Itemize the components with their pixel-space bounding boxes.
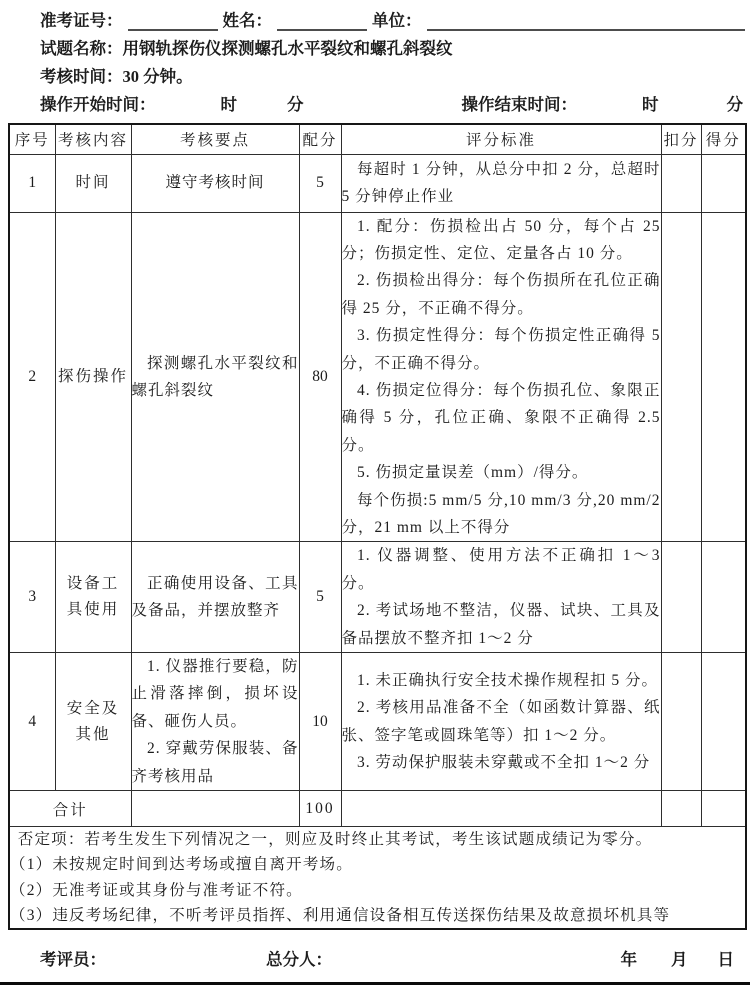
deduction-cell [661, 791, 701, 827]
examiner-label: 考评员： [40, 950, 106, 970]
row-content: 设备工 具使用 [55, 542, 131, 653]
earned-cell [701, 542, 746, 653]
table-row [9, 154, 746, 212]
duration-line [40, 62, 750, 90]
deduction-cell [661, 653, 701, 791]
start-minute-label: 分 [287, 95, 304, 114]
row-score: 80 [299, 212, 341, 542]
end-hour-label: 时 [642, 95, 659, 114]
row-standard: 1. 仪器调整、使用方法不正确扣 1～3 分。 2. 考试场地不整洁，仪器、试块、工具及备品摆放不整齐扣 1～2 分 [341, 542, 661, 653]
row-no: 4 [9, 653, 55, 791]
row-score: 10 [299, 653, 341, 791]
row-content: 探伤操作 [55, 212, 131, 542]
row-points: 正确使用设备、工具及备品，并摆放整齐 [131, 542, 299, 653]
name-label: 姓名： [222, 11, 272, 30]
row-no: 2 [9, 212, 55, 542]
total-points-empty [131, 791, 299, 827]
row-standard: 1. 未正确执行安全技术操作规程扣 5 分。 2. 考核用品准备不全（如函数计算器、纸张、签字笔或圆珠笔等）扣 1～2 分。 3. 劳动保护服装未穿戴或不全扣 1～2 分 [341, 653, 661, 791]
table-row [9, 212, 746, 542]
table-header-row [9, 124, 746, 154]
total-row [9, 791, 746, 827]
earned-cell [701, 653, 746, 791]
col-header-deduction: 扣分 [661, 124, 701, 154]
total-score: 100 [299, 791, 341, 827]
row-points: 1. 仪器推行要稳，防止滑落摔倒，损坏设备、砸伤人员。 2. 穿戴劳保服装、备齐考核用品 [131, 653, 299, 791]
time-line [40, 90, 750, 118]
subject-line [40, 34, 750, 62]
row-score: 5 [299, 542, 341, 653]
earned-cell [701, 791, 746, 827]
end-time-label: 操作结束时间： [461, 95, 577, 114]
veto-item-1: （1）未按规定时间到达考场或擅自离开考场。 [10, 856, 353, 874]
col-header-no: 序号 [9, 124, 55, 154]
col-header-score: 配分 [299, 124, 341, 154]
identity-line [40, 6, 750, 34]
row-no: 1 [9, 154, 55, 212]
earned-cell [701, 154, 746, 212]
col-header-points: 考核要点 [131, 124, 299, 154]
veto-intro: 否定项：若考生发生下列情况之一，则应及时终止其考试，考生该试题成绩记为零分。 [17, 831, 653, 849]
earned-cell [701, 212, 746, 542]
month-label: 月 [671, 950, 688, 970]
day-label: 日 [717, 950, 734, 970]
end-minute-label: 分 [726, 95, 743, 114]
form-header [0, 0, 750, 118]
year-label: 年 [620, 950, 637, 970]
deduction-cell [661, 542, 701, 653]
unit-label: 单位： [372, 11, 422, 30]
duration-value: 30 分钟。 [122, 67, 193, 86]
deduction-cell [661, 212, 701, 542]
veto-row [9, 827, 746, 930]
deduction-cell [661, 154, 701, 212]
admission-number-label: 准考证号： [40, 11, 123, 30]
row-no: 3 [9, 542, 55, 653]
subject-value: 用钢轨探伤仪探测螺孔水平裂纹和螺孔斜裂纹 [122, 39, 453, 58]
table-row [9, 542, 746, 653]
col-header-standard: 评分标准 [341, 124, 661, 154]
duration-label: 考核时间： [40, 67, 123, 86]
row-standard: 1. 配分：伤损检出占 50 分，每个占 25 分；伤损定性、定位、定量各占 10 分。 2. 伤损检出得分：每个伤损所在孔位正确得 25 分，不正确不得分。 3. 伤损定性得分：每个伤损定性正确得 5 分，不正确不得分。 4. 伤损定位得分：每个伤损孔位、象限正确得 5 分，孔位正确、象限不正确得 2.5 分。 5. 伤损定量误差（mm）/得分。 每个伤损:5 mm/5 分,10 mm/3 分,20 mm/2 分，21 mm 以上不得分 [341, 212, 661, 542]
row-content: 时间 [55, 154, 131, 212]
name-field [277, 15, 367, 31]
form-footer [0, 946, 750, 970]
total-standard-empty [341, 791, 661, 827]
veto-item-3: （3）违反考场纪律，不听考评员指挥、利用通信设备相互传送探伤结果及故意损坏机具等 [10, 906, 671, 924]
start-hour-label: 时 [220, 95, 237, 114]
scoring-table [8, 123, 747, 930]
start-time-label: 操作开始时间： [40, 95, 156, 114]
col-header-earned: 得分 [701, 124, 746, 154]
unit-field [427, 15, 746, 31]
admission-number-field [128, 15, 218, 31]
subject-label: 试题名称： [40, 39, 123, 58]
scorer-label: 总分人： [266, 950, 332, 970]
veto-section [9, 827, 746, 930]
col-header-content: 考核内容 [55, 124, 131, 154]
row-points: 探测螺孔水平裂纹和螺孔斜裂纹 [131, 212, 299, 542]
row-content: 安全及 其他 [55, 653, 131, 791]
veto-item-2: （2）无准考证或其身份与准考证不符。 [10, 881, 303, 899]
row-points: 遵守考核时间 [131, 154, 299, 212]
total-label: 合计 [9, 791, 131, 827]
row-score: 5 [299, 154, 341, 212]
row-standard: 每超时 1 分钟，从总分中扣 2 分，总超时 5 分钟停止作业 [341, 154, 661, 212]
table-row [9, 653, 746, 791]
